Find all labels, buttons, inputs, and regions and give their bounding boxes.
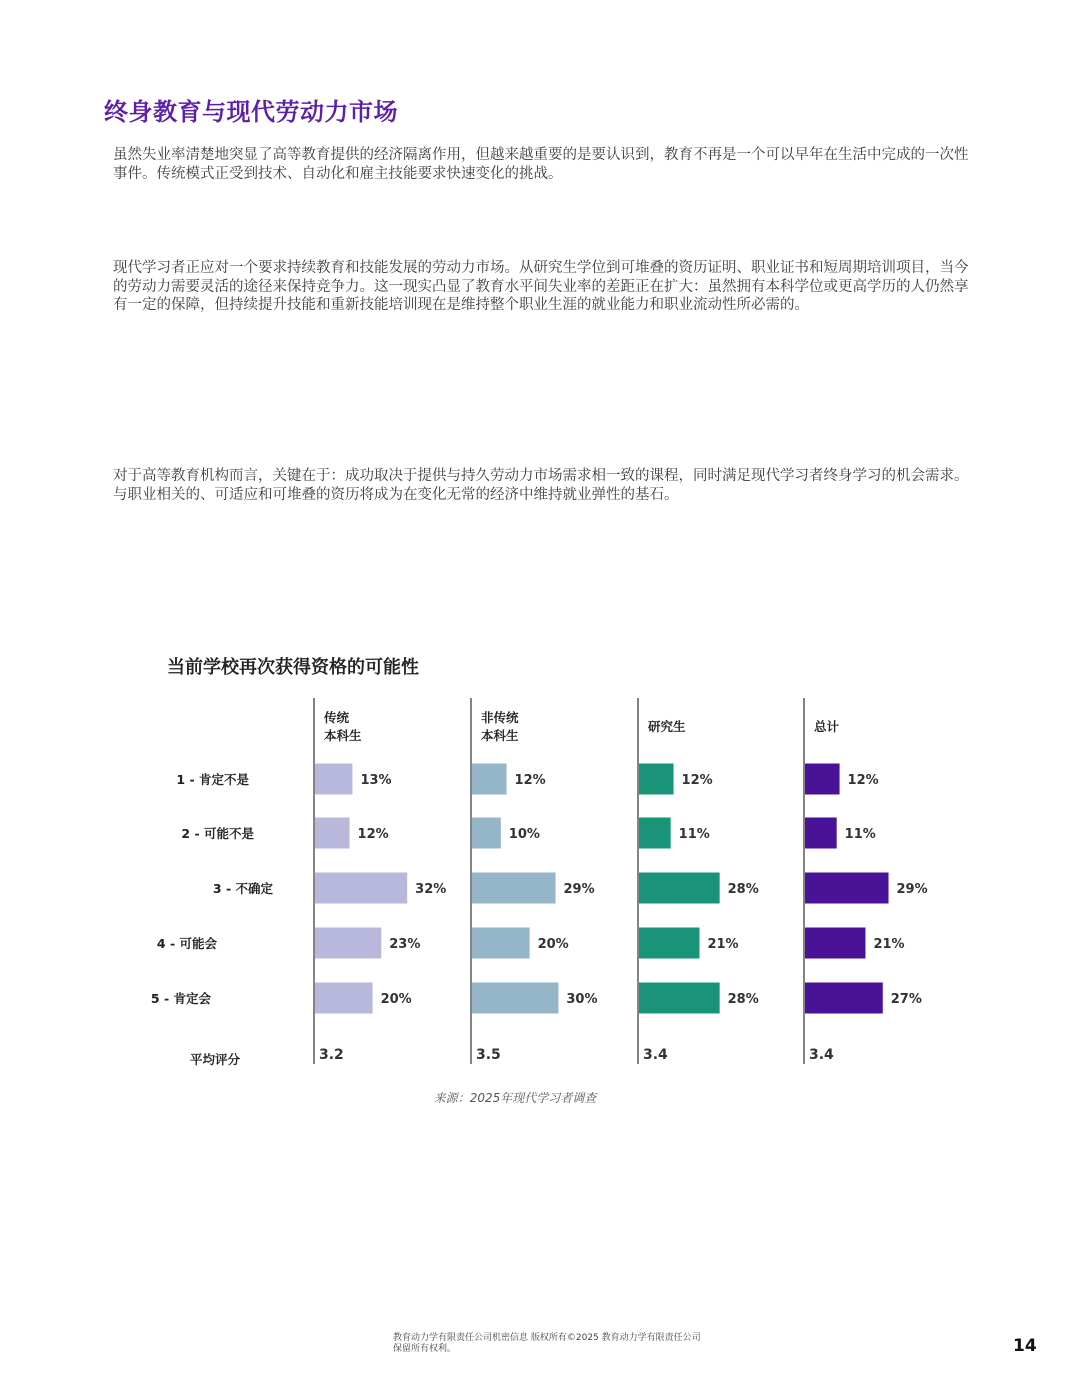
bar bbox=[472, 983, 558, 1014]
series-header: 本科生 bbox=[324, 728, 362, 743]
series-header: 传统 bbox=[324, 710, 350, 725]
footer-copyright: 教育动力学有限责任公司机密信息 版权所有©2025 教育动力学有限责任公司 保留所有权利。 bbox=[393, 1333, 701, 1354]
category-label: 1 - 肯定不是 bbox=[176, 772, 249, 787]
bar-value-label: 28% bbox=[727, 882, 759, 897]
page-title: 终身教育与现代劳动力市场 bbox=[104, 98, 398, 126]
bar-value-label: 11% bbox=[678, 827, 710, 842]
bar-value-label: 28% bbox=[727, 992, 759, 1007]
bar bbox=[315, 818, 350, 849]
bar bbox=[315, 764, 352, 795]
bar bbox=[315, 873, 407, 904]
bar-value-label: 12% bbox=[514, 773, 546, 788]
chart-source: 来源：2025年现代学习者调查 bbox=[433, 1091, 597, 1105]
chart-title: 当前学校再次获得资格的可能性 bbox=[167, 657, 419, 678]
bar bbox=[805, 818, 837, 849]
bar bbox=[805, 764, 840, 795]
series-header: 非传统 bbox=[481, 710, 519, 725]
series-header: 本科生 bbox=[481, 728, 519, 743]
category-label: 3 - 不确定 bbox=[212, 881, 273, 896]
bar bbox=[805, 983, 883, 1014]
paragraph-3: 对于高等教育机构而言，关键在于：成功取决于提供与持久劳动力市场需求相一致的课程，同时满足现代学习者终身学习的机会需求。与职业相关的、可适应和可堆叠的资历将成为在变化无常的经济中维持就业弹性的基石。 bbox=[113, 468, 969, 503]
bar-value-label: 12% bbox=[357, 827, 389, 842]
bar-value-label: 13% bbox=[360, 773, 392, 788]
bar bbox=[639, 873, 720, 904]
bar bbox=[639, 983, 720, 1014]
bar-value-label: 29% bbox=[896, 882, 928, 897]
bar-value-label: 20% bbox=[380, 992, 412, 1007]
bar-value-label: 12% bbox=[847, 773, 879, 788]
average-value: 3.2 bbox=[319, 1047, 344, 1063]
bar bbox=[639, 764, 674, 795]
page-number: 14 bbox=[1013, 1336, 1037, 1356]
bar bbox=[472, 764, 507, 795]
bar-value-label: 32% bbox=[415, 882, 447, 897]
average-value: 3.4 bbox=[643, 1047, 668, 1063]
bar-value-label: 30% bbox=[566, 992, 598, 1007]
bar-value-label: 20% bbox=[537, 937, 569, 952]
bar-value-label: 12% bbox=[681, 773, 713, 788]
paragraph-2: 现代学习者正应对一个要求持续教育和技能发展的劳动力市场。从研究生学位到可堆叠的资历证明、职业证书和短周期培训项目，当今的劳动力需要灵活的途径来保持竞争力。这一现实凸显了教育水平间失业率的差距正在扩大：虽然拥有本科学位或更高学历的人仍然享有一定的保障，但持续提升技能和重新技能培训现在是维持整个职业生涯的就业能力和职业流动性所必需的。 bbox=[113, 260, 969, 313]
average-value: 3.4 bbox=[809, 1047, 834, 1063]
bar-value-label: 29% bbox=[563, 882, 595, 897]
bar-value-label: 27% bbox=[890, 992, 922, 1007]
bar bbox=[472, 873, 556, 904]
bar-value-label: 23% bbox=[389, 937, 421, 952]
bar bbox=[472, 818, 501, 849]
bar bbox=[472, 928, 530, 959]
bar bbox=[639, 928, 699, 959]
series-header: 总计 bbox=[814, 719, 840, 734]
bar bbox=[315, 983, 373, 1014]
average-label: 平均评分 bbox=[189, 1052, 240, 1067]
series-header: 研究生 bbox=[648, 719, 686, 734]
bar bbox=[315, 928, 381, 959]
bar-value-label: 21% bbox=[707, 937, 739, 952]
bar bbox=[805, 928, 865, 959]
bar bbox=[805, 873, 889, 904]
category-label: 2 - 可能不是 bbox=[181, 826, 254, 841]
bar-value-label: 10% bbox=[508, 827, 540, 842]
category-label: 5 - 肯定会 bbox=[150, 991, 211, 1006]
average-value: 3.5 bbox=[476, 1047, 501, 1063]
bar-value-label: 11% bbox=[844, 827, 876, 842]
paragraph-1: 虽然失业率清楚地突显了高等教育提供的经济隔离作用，但越来越重要的是要认识到，教育不再是一个可以早年在生活中完成的一次性事件。传统模式正受到技术、自动化和雇主技能要求快速变化的挑战。 bbox=[113, 147, 969, 182]
category-label: 4 - 可能会 bbox=[156, 936, 217, 951]
bar bbox=[639, 818, 671, 849]
bar-value-label: 21% bbox=[873, 937, 905, 952]
